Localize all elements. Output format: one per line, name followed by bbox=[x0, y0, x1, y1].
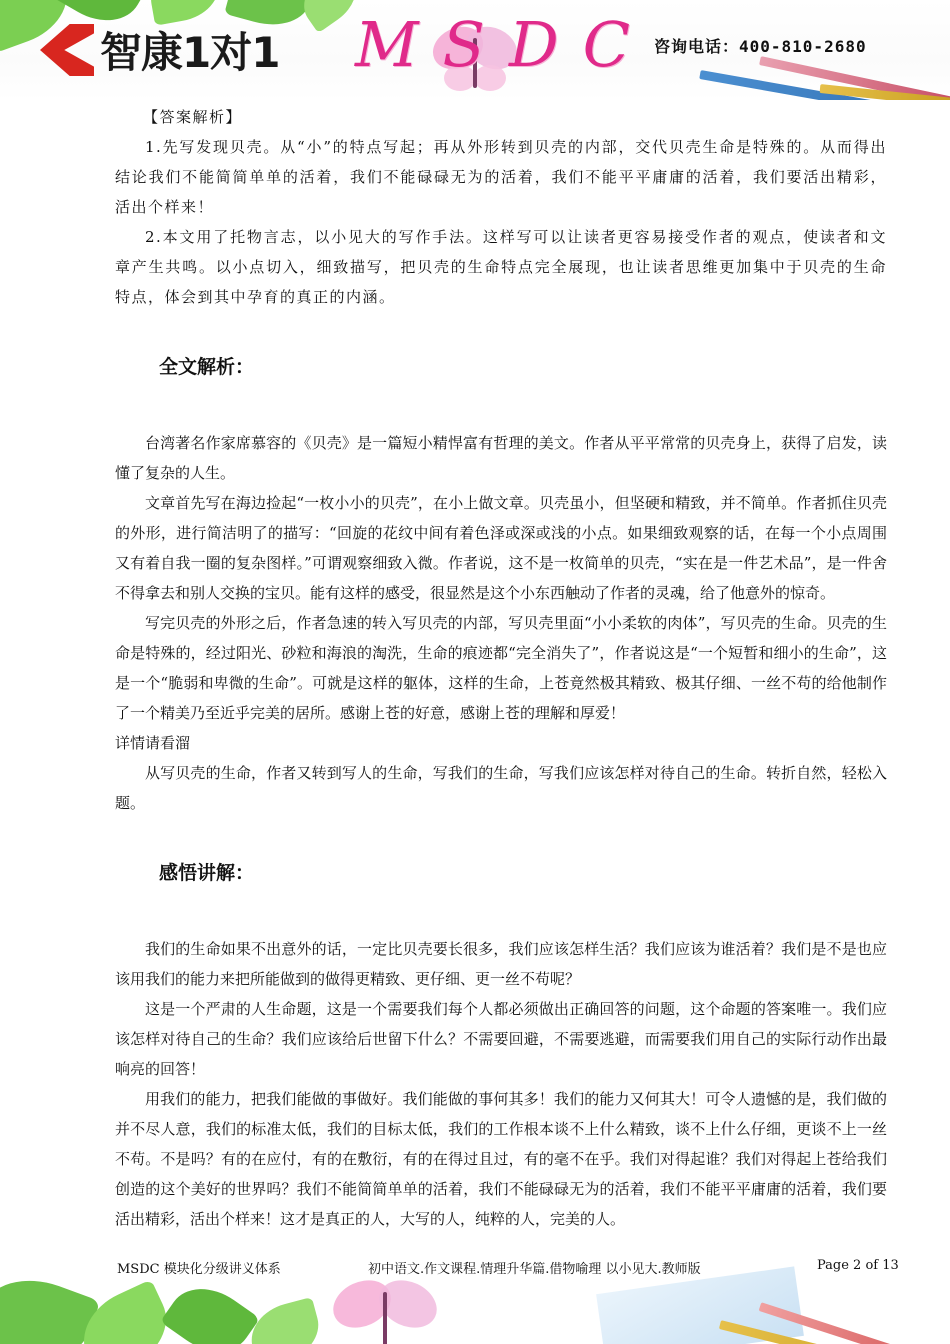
analysis-paragraph: 写完贝壳的外形之后，作者急速的转入写贝壳的内部，写贝壳里面“小小柔软的肉体”，写贝壳的生命。贝壳的生命是特殊的，经过阳光、砂粒和海浪的淘洗，生命的痕迹都“完全消失了”，作者说这是“一个短暂和细小的生命”，这是一个“脆弱和卑微的生命”。可就是这样的躯体，这样的生命，上苍竟然极其精致、极其仔细、一丝不苟的给他制作了一个精美乃至近乎完美的居所。感谢上苍的好意，感谢上苍的理解和厚爱！ bbox=[115, 614, 887, 722]
logo-mark-icon bbox=[40, 24, 94, 76]
butterfly-icon bbox=[330, 1270, 440, 1344]
section-heading-insight: 感悟讲解： bbox=[159, 862, 255, 884]
insight-paragraph: 这是一个严肃的人生命题，这是一个需要我们每个人都必须做出正确回答的问题，这个命题的答案唯一。我们应该怎样对待自己的生命？我们应该给后世留下什么？不需要回避，不需要逃避，而需要我们用自己的实际行动作出最响亮的回答！ bbox=[115, 1000, 887, 1078]
footer-series: MSDC 模块化分级讲义体系 bbox=[117, 1262, 281, 1277]
full-analysis-section bbox=[115, 428, 887, 818]
analysis-paragraph: 从写贝壳的生命，作者又转到写人的生命，写我们的生命，写我们应该怎样对待自己的生命。转折自然，轻松入题。 bbox=[115, 764, 887, 812]
page-number: Page 2 of 13 bbox=[817, 1258, 899, 1273]
hotline-text: 咨询电话：400-810-2680 bbox=[654, 37, 867, 56]
logo-text: 智康1对1 bbox=[100, 28, 280, 77]
insight-paragraph: 用我们的能力，把我们能做的事做好。我们能做的事何其多！我们的能力又何其大！可令人遗憾的是，我们做的并不尽人意，我们的标准太低，我们的目标太低，我们的工作根本谈不上什么精致，谈不上什么仔细，更谈不上一丝不苟。不是吗？有的在应付，有的在敷衍，有的在得过且过，有的毫不在乎。我们对得起谁？我们对得起上苍给我们创造的这个美好的世界吗？我们不能简简单单的活着，我们不能碌碌无为的活着，我们不能平平庸庸的活着，我们要活出精彩，活出个样来！这才是真正的人，大写的人，纯粹的人，完美的人。 bbox=[115, 1090, 887, 1228]
answer-analysis-title: 【答案解析】 bbox=[143, 108, 243, 126]
page-header bbox=[0, 0, 950, 100]
page-footer bbox=[0, 1250, 950, 1344]
analysis-paragraph: 文章首先写在海边捡起“一枚小小的贝壳”，在小上做文章。贝壳虽小，但坚硬和精致，并不简单。作者抓住贝壳的外形，进行简洁明了的描写：“回旋的花纹中间有着色泽或深或浅的小点。如果细致观察的话，在每一个小点周围又有着自我一圈的复杂图样。”可谓观察细致入微。作者说，这不是一枚简单的贝壳，“实在是一件艺术品”，是一件舍不得拿去和别人交换的宝贝。能有这样的感受，很显然是这个小东西触动了作者的灵魂，给了他意外的惊奇。 bbox=[115, 494, 887, 602]
answer-paragraph: 2.本文用了托物言志，以小见大的写作手法。这样写可以让读者更容易接受作者的观点，使读者和文章产生共鸣。以小点切入，细致描写，把贝壳的生命特点完全展现，也让读者思维更加集中于贝壳的生命特点，体会到其中孕育的真正的内涵。 bbox=[115, 228, 887, 306]
answer-paragraph: 1.先写发现贝壳。从“小”的特点写起；再从外形转到贝壳的内部，交代贝壳生命是特殊的。从而得出结论我们不能简简单单的活着，我们不能碌碌无为的活着，我们不能平平庸庸的活着，我们要活出精彩，活出个样来！ bbox=[115, 138, 887, 216]
insight-paragraph: 我们的生命如果不出意外的话，一定比贝壳要长很多，我们应该怎样生活？我们应该为谁活着？我们是不是也应该用我们的能力来把所能做到的做得更精致、更仔细、更一丝不苟呢？ bbox=[115, 940, 887, 988]
analysis-paragraph: 详情请看溜 bbox=[115, 734, 191, 752]
insight-section bbox=[115, 934, 887, 1234]
analysis-paragraph: 台湾著名作家席慕容的《贝壳》是一篇短小精悍富有哲理的美文。作者从平平常常的贝壳身上，获得了启发，读懂了复杂的人生。 bbox=[115, 434, 887, 482]
footer-course-path: 初中语文.作文课程.情理升华篇.借物喻理 以小见大.教师版 bbox=[368, 1262, 701, 1277]
answer-analysis-section bbox=[115, 102, 887, 312]
leaf-decoration bbox=[160, 1272, 260, 1344]
brand-logo bbox=[40, 20, 279, 80]
page-content bbox=[115, 102, 887, 1234]
brand-script: MSDC bbox=[355, 8, 655, 81]
section-heading-full-analysis: 全文解析： bbox=[159, 356, 255, 378]
